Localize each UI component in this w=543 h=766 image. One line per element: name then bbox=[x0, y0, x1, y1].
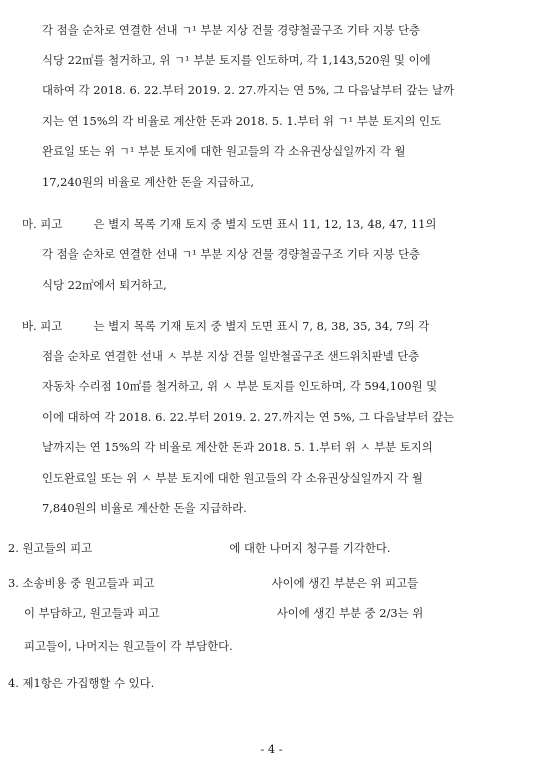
item-text: 이 부담하고, 원고들과 피고 bbox=[24, 606, 160, 620]
item-4-line bbox=[8, 675, 154, 691]
item-text: 사이에 생긴 부분 중 2/3는 위 bbox=[276, 606, 424, 620]
item-ba-first-line bbox=[22, 318, 429, 334]
paragraph-line: 피고들이, 나머지는 원고들이 각 부담한다. bbox=[24, 639, 233, 653]
item-ma-first-line bbox=[22, 216, 436, 232]
redacted-name bbox=[158, 577, 268, 587]
item-label: 4. bbox=[8, 676, 19, 690]
item-text: 제1항은 가집행할 수 있다. bbox=[22, 676, 155, 690]
paragraph-line: 각 점을 순차로 연결한 선내 ㄱ¹ 부분 지상 건물 경량철골구조 기타 지붕 단층 bbox=[42, 247, 421, 261]
item-text: 는 별지 목록 기재 토지 중 별지 도면 표시 7, 8, 38, 35, 34, 7의 각 bbox=[93, 319, 430, 333]
paragraph-line: 점을 순차로 연결한 선내 ㅅ 부분 지상 건물 일반철골구조 샌드위치판넬 단층 bbox=[42, 349, 420, 363]
redacted-name bbox=[66, 218, 90, 228]
item-text: 소송비용 중 원고들과 피고 bbox=[22, 576, 155, 590]
item-label: 마. bbox=[22, 217, 37, 231]
paragraph-line: 인도완료일 또는 위 ㅅ 부분 토지에 대한 원고들의 각 소유권상실일까지 각 월 bbox=[42, 471, 423, 485]
item-3-first-line bbox=[8, 575, 418, 591]
page-number: - 4 - bbox=[260, 742, 283, 756]
item-label: 2. bbox=[8, 541, 19, 555]
item-2-line bbox=[8, 540, 391, 556]
item-text: 은 별지 목록 기재 토지 중 별지 도면 표시 11, 12, 13, 48, 47, 11의 bbox=[93, 217, 437, 231]
item-text: 사이에 생긴 부분은 위 피고들 bbox=[271, 576, 419, 590]
paragraph-line: 지는 연 15%의 각 비율로 계산한 돈과 2018. 5. 1.부터 위 ㄱ¹ 부분 토지의 인도 bbox=[42, 114, 442, 128]
paragraph-line: 날까지는 연 15%의 각 비율로 계산한 돈과 2018. 5. 1.부터 위 ㅅ 부분 토지의 bbox=[42, 440, 433, 454]
item-label: 3. bbox=[8, 576, 19, 590]
paragraph-line: 이에 대하여 각 2018. 6. 22.부터 2019. 2. 27.까지는 연 5%, 그 다음날부터 갚는 bbox=[42, 410, 455, 424]
paragraph-line: 7,840원의 비율로 계산한 돈을 지급하라. bbox=[42, 501, 247, 515]
redacted-name bbox=[96, 542, 226, 552]
redacted-name bbox=[66, 320, 90, 330]
item-text: 원고들의 피고 bbox=[22, 541, 93, 555]
paragraph-line: 각 점을 순차로 연결한 선내 ㄱ¹ 부분 지상 건물 경량철골구조 기타 지붕 단층 bbox=[42, 23, 421, 37]
party-label: 피고 bbox=[40, 217, 63, 231]
party-label: 피고 bbox=[40, 319, 63, 333]
paragraph-line: 완료일 또는 위 ㄱ¹ 부분 토지에 대한 원고들의 각 소유권상실일까지 각 월 bbox=[42, 144, 406, 158]
paragraph-line: 대하여 각 2018. 6. 22.부터 2019. 2. 27.까지는 연 5%, 그 다음날부터 갚는 날까 bbox=[42, 83, 455, 97]
paragraph-line: 자동차 수리점 10㎡를 철거하고, 위 ㅅ 부분 토지를 인도하며, 각 594,100원 및 bbox=[42, 379, 438, 393]
item-3-second-line bbox=[24, 605, 423, 621]
paragraph-line: 식당 22㎡에서 퇴거하고, bbox=[42, 278, 167, 292]
paragraph-line: 17,240원의 비율로 계산한 돈을 지급하고, bbox=[42, 175, 255, 189]
item-label: 바. bbox=[22, 319, 37, 333]
item-text: 에 대한 나머지 청구를 기각한다. bbox=[229, 541, 391, 555]
paragraph-line: 식당 22㎡를 철거하고, 위 ㄱ¹ 부분 토지를 인도하며, 각 1,143,520원 및 이에 bbox=[42, 53, 431, 67]
redacted-name bbox=[163, 607, 273, 617]
